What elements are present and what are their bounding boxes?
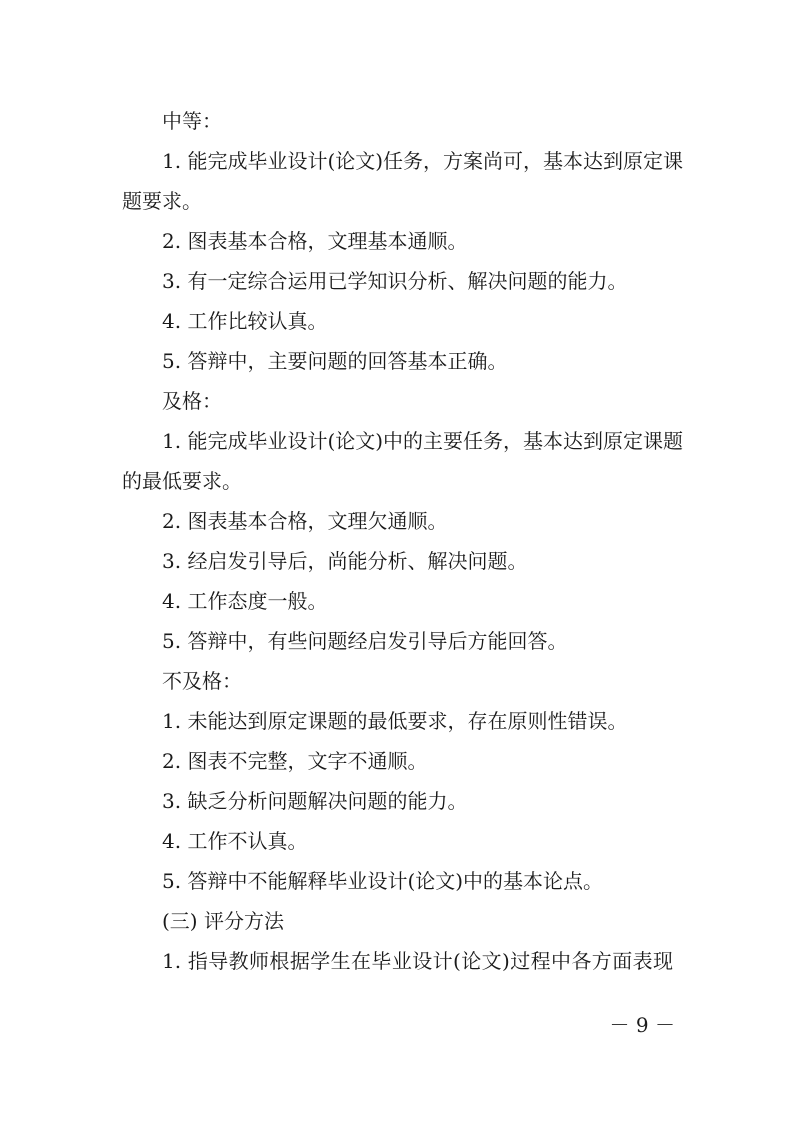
- paragraph-line: 1. 未能达到原定课题的最低要求，存在原则性错误。: [162, 709, 628, 733]
- paragraph-line: 1. 能完成毕业设计(论文)中的主要任务，基本达到原定课题: [162, 429, 684, 453]
- paragraph-line: 1. 指导教师根据学生在毕业设计(论文)过程中各方面表现: [162, 949, 673, 973]
- section-heading-scoring-method: (三) 评分方法: [162, 909, 284, 933]
- paragraph-line: 4. 工作不认真。: [162, 829, 308, 853]
- paragraph-line: 5. 答辩中，主要问题的回答基本正确。: [162, 349, 508, 373]
- paragraph-line: 1. 能完成毕业设计(论文)任务，方案尚可，基本达到原定课: [162, 149, 684, 173]
- grade-heading-medium: 中等：: [162, 109, 222, 133]
- paragraph-line: 3. 经启发引导后，尚能分析、解决问题。: [162, 549, 528, 573]
- paragraph-line: 2. 图表不完整，文字不通顺。: [162, 749, 428, 773]
- paragraph-line: 的最低要求。: [122, 469, 242, 493]
- grade-heading-pass: 及格：: [162, 389, 222, 413]
- paragraph-line: 3. 缺乏分析问题解决问题的能力。: [162, 789, 468, 813]
- paragraph-line: 4. 工作态度一般。: [162, 589, 328, 613]
- grade-heading-fail: 不及格：: [162, 669, 242, 693]
- paragraph-line: 5. 答辩中，有些问题经启发引导后方能回答。: [162, 629, 568, 653]
- paragraph-line: 3. 有一定综合运用已学知识分析、解决问题的能力。: [162, 269, 628, 293]
- paragraph-line: 4. 工作比较认真。: [162, 309, 328, 333]
- paragraph-line: 题要求。: [122, 189, 202, 213]
- paragraph-line: 2. 图表基本合格，文理基本通顺。: [162, 229, 468, 253]
- paragraph-line: 5. 答辩中不能解释毕业设计(论文)中的基本论点。: [162, 869, 604, 893]
- page-number: － 9 －: [609, 1013, 675, 1037]
- paragraph-line: 2. 图表基本合格，文理欠通顺。: [162, 509, 448, 533]
